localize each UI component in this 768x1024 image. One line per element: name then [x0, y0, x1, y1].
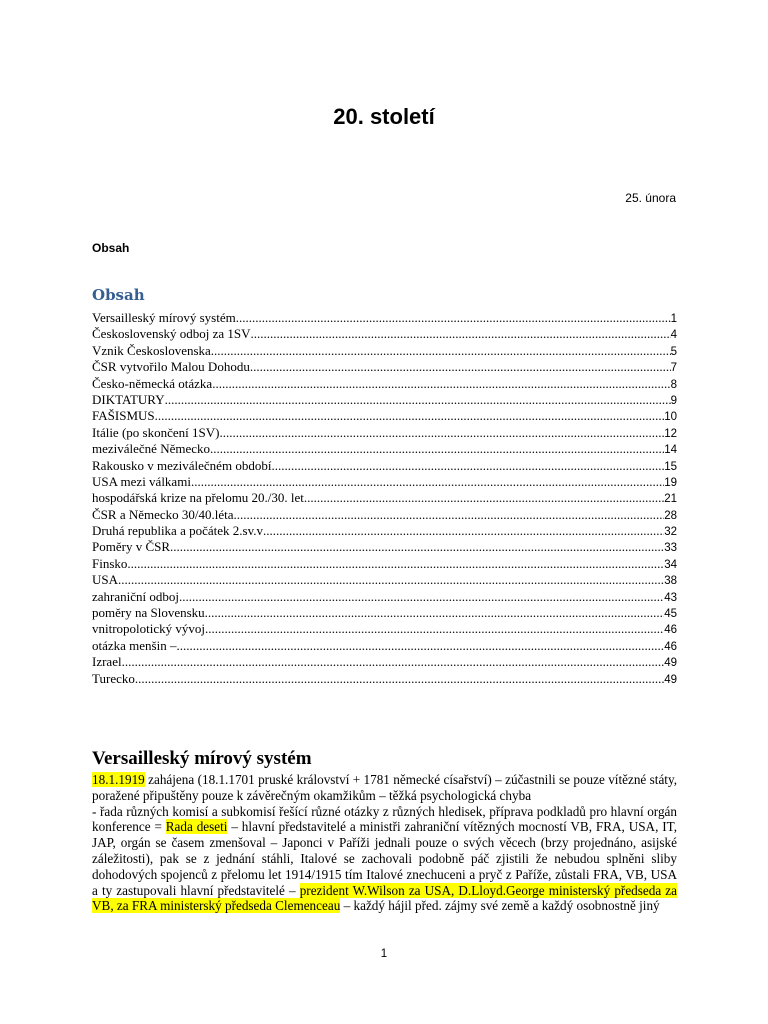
highlighted-date: 18.1.1919	[92, 772, 145, 787]
toc-entry-title: Rakousko v meziválečném období	[92, 457, 272, 473]
toc-dot-leader	[155, 408, 665, 424]
toc-entry[interactable]	[92, 359, 677, 375]
toc-dot-leader	[205, 621, 664, 637]
toc-entry-title: hospodářská krize na přelomu 20./30. let	[92, 490, 304, 506]
toc-dot-leader	[263, 523, 664, 539]
toc-dot-leader	[179, 589, 664, 605]
toc-dot-leader	[127, 556, 664, 572]
toc-entry[interactable]	[92, 654, 677, 670]
toc-dot-leader	[170, 539, 664, 555]
toc-entry[interactable]	[92, 556, 677, 572]
toc-entry[interactable]	[92, 474, 677, 490]
toc-entry-title: ČSR vytvořilo Malou Dohodu	[92, 359, 250, 375]
contents-label: Obsah	[92, 241, 130, 255]
toc-entry[interactable]	[92, 310, 677, 326]
toc-entry[interactable]	[92, 589, 677, 605]
toc-dot-leader	[122, 654, 665, 670]
toc-entry[interactable]	[92, 490, 677, 506]
table-of-contents	[92, 310, 677, 687]
toc-entry[interactable]	[92, 376, 677, 392]
toc-entry[interactable]	[92, 343, 677, 359]
toc-dot-leader	[118, 572, 664, 588]
toc-entry-title: ČSR a Německo 30/40.léta	[92, 506, 234, 522]
toc-entry-title: Finsko	[92, 555, 128, 571]
highlighted-leaders: prezident W.Wilson za USA, D.Lloyd.George ministerský předseda za VB, za FRA ministerský předseda Clemenceau	[92, 882, 677, 914]
toc-dot-leader	[212, 376, 670, 392]
toc-entry-title: zahraniční odboj	[92, 588, 179, 604]
toc-entry-page: 10	[664, 411, 677, 424]
toc-entry-page: 5	[670, 345, 677, 358]
toc-entry[interactable]	[92, 638, 677, 654]
toc-entry-title: Druhá republika a počátek 2.sv.v	[92, 523, 263, 539]
toc-entry-page: 46	[664, 624, 677, 637]
toc-entry-page: 49	[664, 657, 677, 670]
toc-dot-leader	[210, 441, 664, 457]
toc-entry-title: Izrael	[92, 654, 122, 670]
toc-entry-page: 34	[664, 558, 677, 571]
paragraph-text: zahájena (18.1.1701 pruské království + 1781 německé císařství) – zúčastnili se pouze vítězné státy, poražené připuštěny pouze k závěrečným okamžikům – těžká psychologická chyba	[92, 772, 677, 803]
toc-entry-title: Versailleský mírový systém	[92, 310, 236, 325]
paragraph-text: – každý hájil před. zájmy své země a každý osobnostně jiný	[340, 898, 660, 914]
toc-entry-title: USA mezi válkami	[92, 473, 191, 489]
toc-entry[interactable]	[92, 605, 677, 621]
toc-dot-leader	[236, 310, 671, 326]
toc-entry-title: vnitropolotický vývoj	[92, 621, 206, 637]
toc-dot-leader	[211, 343, 671, 359]
toc-dot-leader	[250, 359, 671, 375]
toc-entry-page: 14	[664, 444, 677, 457]
toc-entry-title: Česko-německá otázka	[92, 375, 213, 391]
toc-dot-leader	[251, 326, 671, 342]
toc-entry[interactable]	[92, 458, 677, 474]
toc-entry[interactable]	[92, 523, 677, 539]
toc-dot-leader	[205, 605, 665, 621]
toc-dot-leader	[304, 490, 664, 506]
toc-entry[interactable]	[92, 425, 677, 441]
toc-entry[interactable]	[92, 441, 677, 457]
toc-dot-leader	[271, 458, 664, 474]
toc-dot-leader	[176, 638, 664, 654]
toc-entry-page: 32	[664, 526, 677, 539]
toc-entry-page: 1	[670, 313, 677, 325]
toc-entry-page: 4	[670, 329, 677, 342]
toc-entry-title: otázka menšin –	[92, 637, 177, 653]
toc-entry[interactable]	[92, 507, 677, 523]
toc-entry-title: USA	[92, 572, 119, 588]
toc-entry[interactable]	[92, 392, 677, 408]
toc-entry-page: 7	[670, 362, 677, 375]
paragraph-text: – hlavní představitelé a ministři zahraniční vítězných mocností VB, FRA, USA, IT, JAP, orgán se časem zmenšoval – Japonci v Paříži jednali pouze o svých věcech (brzy projednáno, asijské záležitosti), pak se z jednání stáhli, Italové se zachovali podobně páč zjistili že nebudou splněni sliby dohodových spojenců z přelomu let 1914/1915 tím Italové znechuceni a pryč z Paříže, zůstali FRA, VB, USA a ty zastupovali hlavní představitelé –	[92, 819, 677, 898]
toc-entry-page: 15	[664, 460, 677, 473]
toc-entry-title: Turecko	[92, 670, 135, 686]
toc-dot-leader	[165, 392, 671, 408]
toc-entry-title: DIKTATURY	[92, 391, 165, 407]
toc-entry[interactable]	[92, 408, 677, 424]
toc-dot-leader	[135, 671, 664, 687]
toc-entry-title: Poměry v ČSR	[92, 539, 171, 555]
toc-entry-title: meziválečné Německo	[92, 441, 211, 457]
toc-dot-leader	[191, 474, 664, 490]
toc-entry-page: 21	[664, 493, 677, 506]
toc-entry-title: Československý odboj za 1SV	[92, 326, 251, 342]
toc-entry-page: 8	[670, 378, 677, 391]
toc-dot-leader	[234, 507, 665, 523]
toc-entry-title: FAŠISMUS	[92, 408, 155, 424]
toc-entry-title: poměry na Slovensku	[92, 605, 205, 621]
toc-entry[interactable]	[92, 326, 677, 342]
toc-entry-page: 49	[664, 673, 677, 686]
toc-entry-title: Itálie (po skončení 1SV)	[92, 424, 220, 440]
toc-entry-page: 45	[664, 608, 677, 621]
toc-entry-page: 9	[670, 394, 677, 407]
toc-dot-leader	[219, 425, 664, 441]
body-paragraph	[92, 772, 677, 914]
toc-entry-page: 12	[664, 427, 677, 440]
toc-entry[interactable]	[92, 539, 677, 555]
toc-entry-page: 28	[664, 509, 677, 522]
toc-entry[interactable]	[92, 572, 677, 588]
toc-entry-page: 38	[664, 575, 677, 588]
toc-heading: Obsah	[92, 286, 145, 304]
paragraph-text: - řada různých komisí a subkomisí řešící různé otázky z různých hledisek, příprava podkladů pro hlavní orgán konference =	[92, 803, 677, 835]
document-date: 25. února	[625, 191, 676, 205]
highlighted-term: Rada deseti	[165, 819, 228, 835]
toc-entry-page: 33	[664, 542, 677, 555]
page-number: 1	[380, 948, 388, 960]
section-heading: Versailleský mírový systém	[92, 748, 312, 769]
toc-entry[interactable]	[92, 671, 677, 687]
toc-entry-title: Vznik Československa	[92, 342, 211, 358]
toc-entry-page: 19	[664, 476, 677, 489]
document-title: 20. století	[333, 104, 435, 129]
toc-entry[interactable]	[92, 621, 677, 637]
toc-entry-page: 46	[664, 640, 677, 653]
toc-entry-page: 43	[664, 591, 677, 604]
